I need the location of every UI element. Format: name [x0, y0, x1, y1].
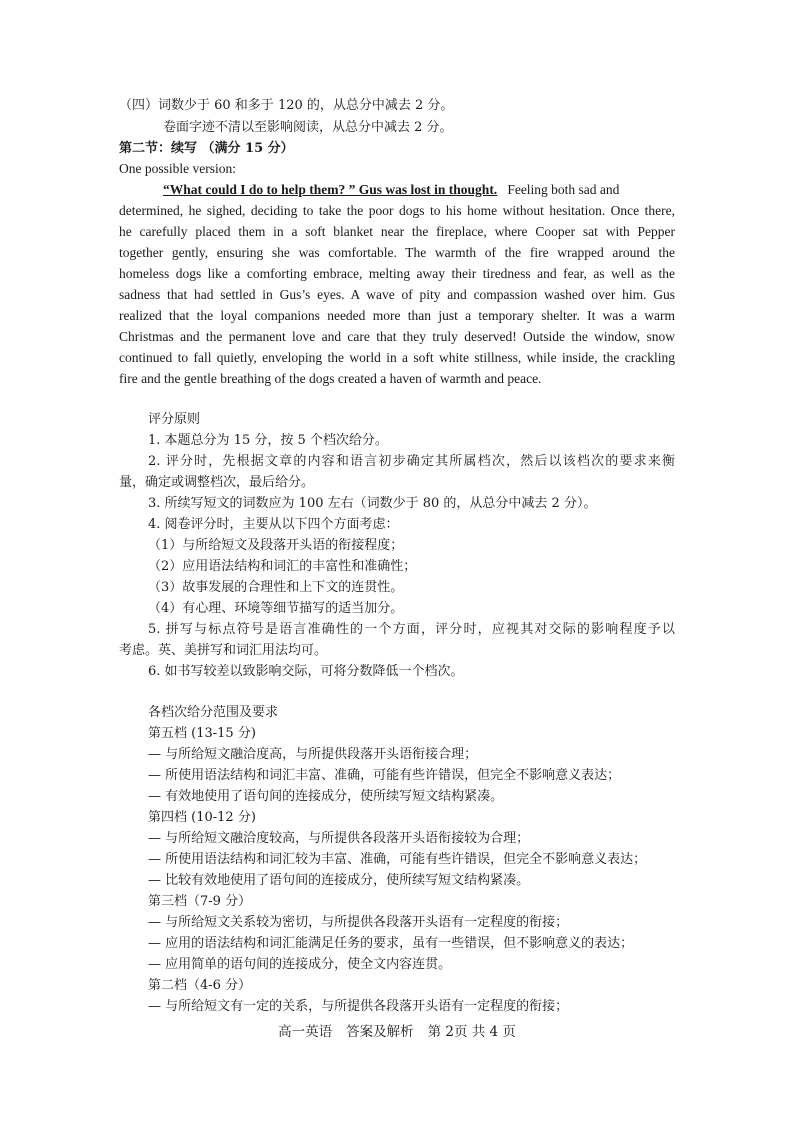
principle-item: 考虑。英、美拼写和词汇用法均可。	[119, 643, 328, 658]
footer-label: 答案及解析	[346, 1024, 414, 1040]
essay-line: Christmas and the permanent love and care that they truly deserved! Outside the window, snow	[119, 329, 675, 344]
section-heading: 第二节：续写 （满分 15 分）	[119, 141, 294, 156]
essay-line: fire and the gentle breathing of the dogs created a haven of warmth and peace.	[119, 371, 542, 386]
essay-line: he carefully placed them in a soft blanket near the fireplace, where Cooper sat with Pepper	[119, 224, 675, 239]
essay-line: homeless dogs like a comforting embrace, melting away their tiredness and fear, as well as the	[119, 266, 675, 281]
band-item: — 有效地使用了语句间的连接成分，使所续写短文结构紧凑。	[148, 789, 504, 804]
band-item: — 所使用语法结构和词汇较为丰富、准确，可能有些许错误，但完全不影响意义表达；	[148, 852, 647, 867]
principle-item: （2）应用语法结构和词汇的丰富性和准确性；	[148, 559, 417, 574]
essay-line: sadness that had settled in Gus’s eyes. A wave of pity and compassion washed over him. Gus	[119, 287, 675, 302]
band-4-label: 第四档 (10-12 分)	[148, 810, 256, 825]
principle-item: 4. 阅卷评分时，主要从以下四个方面考虑：	[148, 517, 399, 532]
band-item: — 与所给短文融洽度较高，与所提供各段落开头语衔接较为合理；	[148, 831, 530, 846]
principle-item: 量，确定或调整档次，最后给分。	[119, 475, 315, 490]
footer-page-number: 第 2页 共 4 页	[427, 1024, 516, 1040]
principles-title: 评分原则	[148, 412, 201, 427]
band-item: — 与所给短文有一定的关系，与所提供各段落开头语有一定程度的衔接；	[148, 999, 569, 1014]
essay-line: continued to fall quietly, enveloping the world in a soft white stillness, while inside, the crackling	[119, 350, 675, 365]
band-item: — 应用的语法结构和词汇能满足任务的要求，虽有一些错误，但不影响意义的表达；	[148, 936, 634, 951]
principle-item: （3）故事发展的合理性和上下文的连贯性。	[148, 580, 404, 595]
band-2-label: 第二档（4-6 分）	[148, 978, 252, 993]
page-footer	[0, 1022, 794, 1042]
band-item: — 比较有效地使用了语句间的连接成分，使所续写短文结构紧凑。	[148, 873, 530, 888]
band-item: — 与所给短文融洽度高，与所提供段落开头语衔接合理；	[148, 747, 478, 762]
principle-item: 1. 本题总分为 15 分，按 5 个档次给分。	[148, 433, 388, 448]
band-item: — 所使用语法结构和词汇丰富、准确，可能有些许错误，但完全不影响意义表达；	[148, 768, 621, 783]
version-intro: One possible version:	[119, 161, 236, 176]
principle-item: 5. 拼写与标点符号是语言准确性的一个方面，评分时，应视其对交际的影响程度予以	[148, 622, 675, 637]
essay-line: realized that the loyal companions needed more than just a temporary shelter. It was a warm	[119, 308, 675, 323]
footer-subject: 高一英语	[278, 1024, 333, 1040]
principle-item: （4）有心理、环境等细节描写的适当加分。	[148, 601, 404, 616]
opening-quote: “What could I do to help them? ” Gus was lost in thought.	[163, 182, 498, 197]
bands-title: 各档次给分范围及要求	[148, 705, 279, 720]
penalty-line-2: 卷面字迹不清以至影响阅读，从总分中减去 2 分。	[163, 120, 453, 135]
essay-line: together gently, ensuring she was comfortable. The warmth of the fire wrapped around the	[119, 245, 675, 260]
principle-item: （1）与所给短文及段落开头语的衔接程度；	[148, 538, 404, 553]
principle-item: 3. 所续写短文的词数应为 100 左右（词数少于 80 的，从总分中减去 2 分）。	[148, 496, 597, 511]
essay-first-rest: Feeling both sad and	[507, 182, 620, 197]
band-item: — 与所给短文关系较为密切，与所提供各段落开头语有一定程度的衔接；	[148, 915, 569, 930]
principle-item: 6. 如书写较差以致影响交际，可将分数降低一个档次。	[148, 664, 464, 679]
penalty-line-1: （四）词数少于 60 和多于 120 的，从总分中减去 2 分。	[119, 98, 454, 113]
essay-line-1	[163, 180, 675, 200]
essay-line: determined, he sighed, deciding to take the poor dogs to his home without hesitation. Once there,	[119, 203, 675, 218]
band-item: — 应用简单的语句间的连接成分，使全文内容连贯。	[148, 957, 452, 972]
principle-item: 2. 评分时，先根据文章的内容和语言初步确定其所属档次，然后以该档次的要求来衡	[148, 454, 675, 469]
band-5-label: 第五档 (13-15 分)	[148, 726, 256, 741]
band-3-label: 第三档（7-9 分）	[148, 894, 252, 909]
